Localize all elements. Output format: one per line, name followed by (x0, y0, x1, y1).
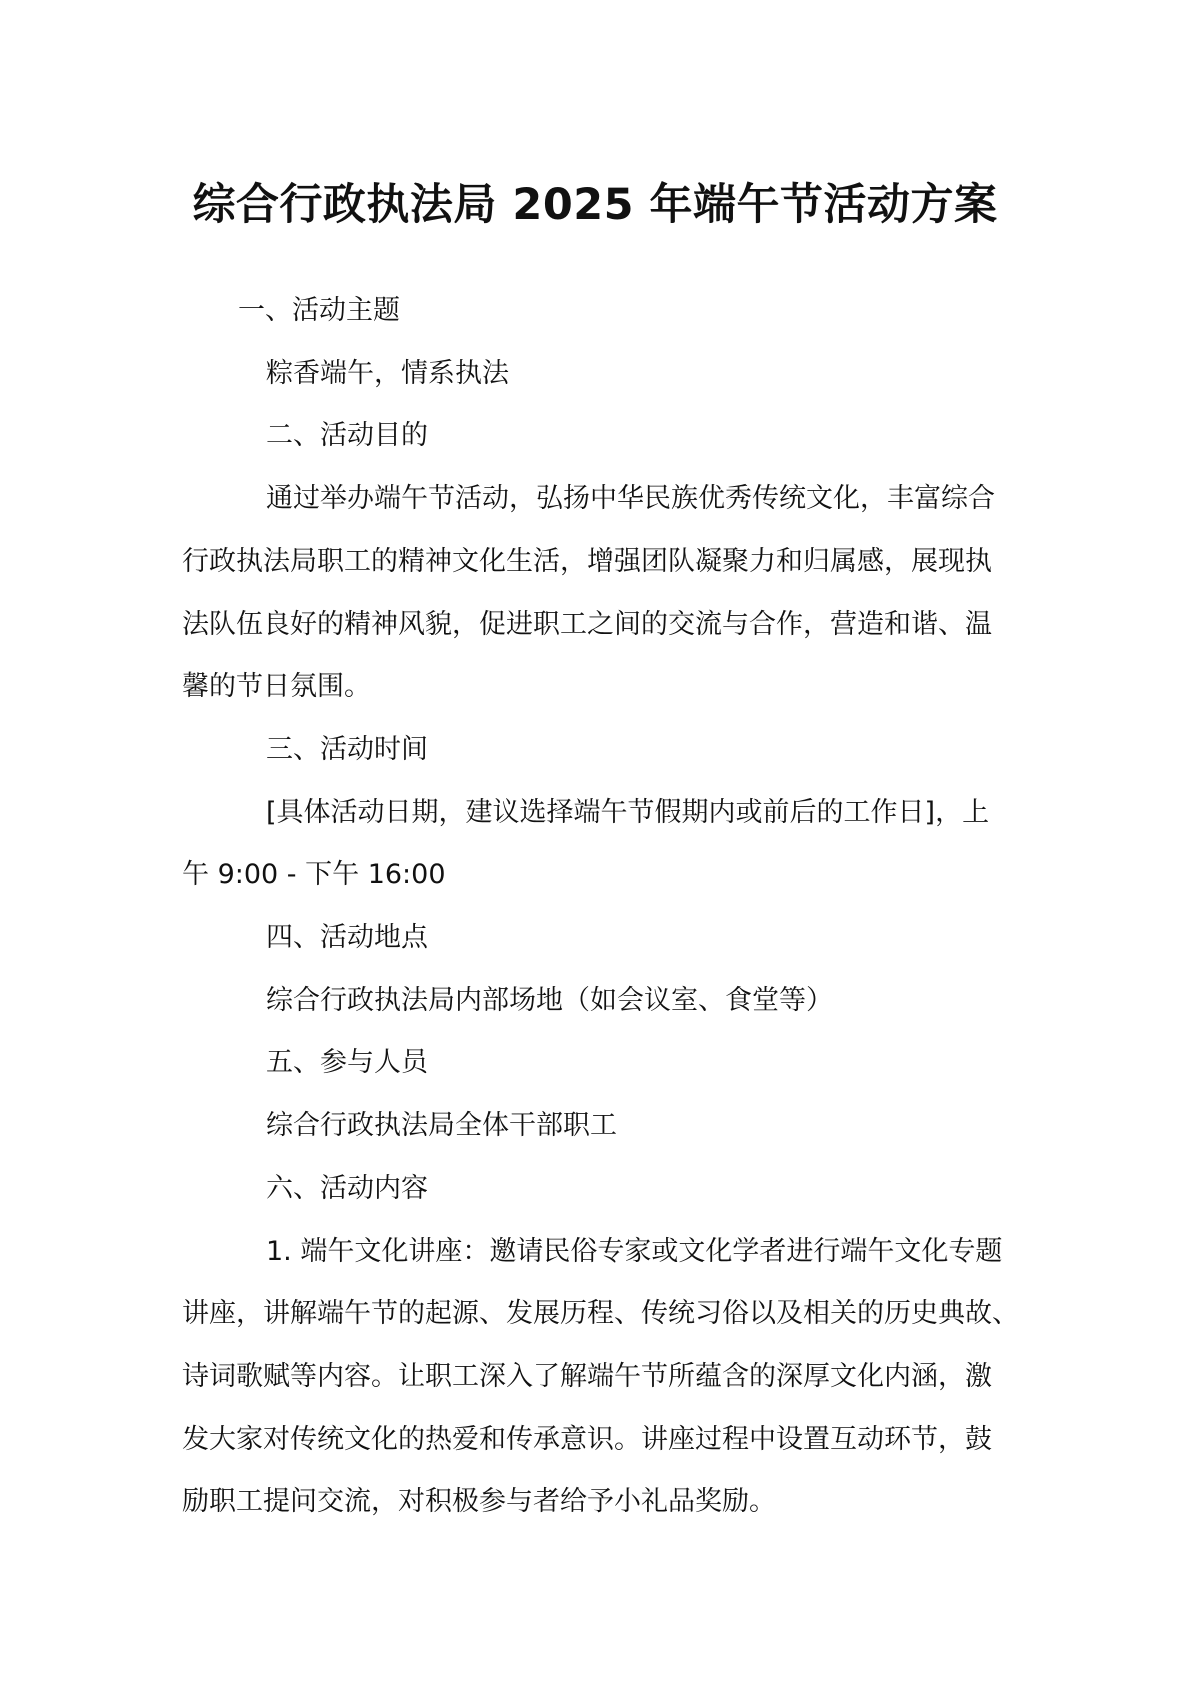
time-line: 午 9:00 - 下午 16:00 (182, 859, 446, 891)
document-title: 综合行政执法局 2025 年端午节活动方案 (192, 179, 998, 230)
purpose-line: 馨的节日氛围。 (182, 671, 371, 703)
purpose-line: 通过举办端午节活动，弘扬中华民族优秀传统文化，丰富综合 (266, 483, 995, 515)
content-line: 诗词歌赋等内容。让职工深入了解端午节所蕴含的深厚文化内涵，激 (182, 1360, 992, 1392)
content-line: 讲座，讲解端午节的起源、发展历程、传统习俗以及相关的历史典故、 (182, 1298, 1019, 1330)
section-heading-participants: 五、参与人员 (266, 1047, 428, 1079)
participants-text: 综合行政执法局全体干部职工 (266, 1110, 617, 1142)
purpose-line: 法队伍良好的精神风貌，促进职工之间的交流与合作，营造和谐、温 (182, 608, 992, 640)
section-heading-theme: 一、活动主题 (238, 295, 400, 326)
section-heading-location: 四、活动地点 (266, 922, 428, 954)
section-heading-purpose: 二、活动目的 (266, 420, 428, 452)
time-line: [具体活动日期，建议选择端午节假期内或前后的工作日]，上 (266, 796, 990, 828)
section-heading-time: 三、活动时间 (266, 733, 428, 765)
content-line: 发大家对传统文化的热爱和传承意识。讲座过程中设置互动环节，鼓 (182, 1423, 992, 1455)
theme-text: 粽香端午，情系执法 (266, 357, 509, 389)
purpose-line: 行政执法局职工的精神文化生活，增强团队凝聚力和归属感，展现执 (182, 545, 992, 577)
content-line: 励职工提问交流，对积极参与者给予小礼品奖励。 (182, 1486, 776, 1518)
content-line: 1. 端午文化讲座：邀请民俗专家或文化学者进行端午文化专题 (266, 1235, 1003, 1267)
document-body (182, 280, 1022, 1534)
section-heading-content: 六、活动内容 (266, 1172, 428, 1204)
location-text: 综合行政执法局内部场地（如会议室、食堂等） (266, 984, 833, 1016)
